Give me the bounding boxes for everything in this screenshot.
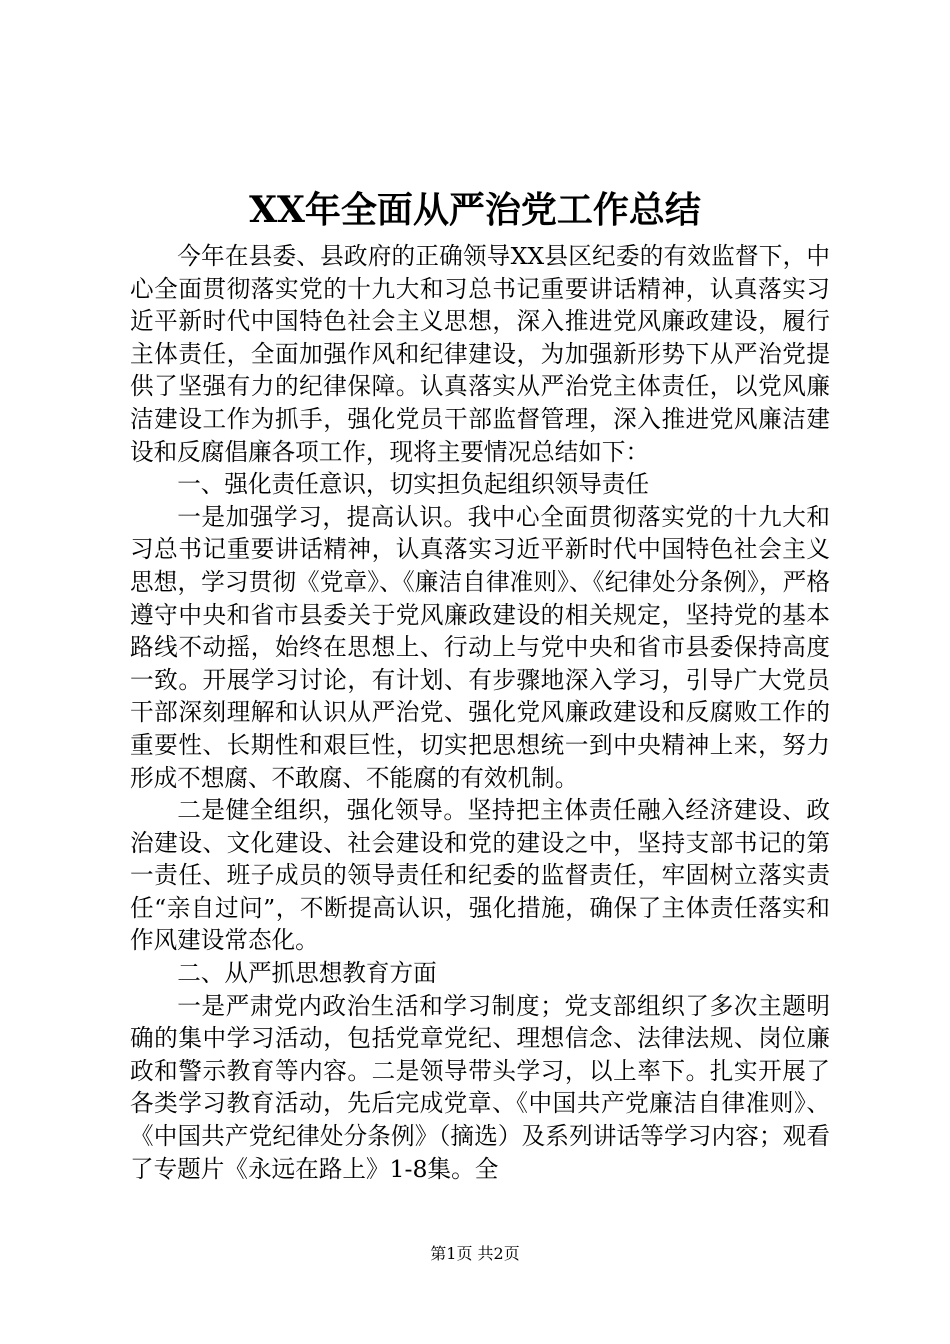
document-body [130, 240, 830, 1185]
paragraph-education: 一是严肃党内政治生活和学习制度；党支部组织了多次主题明确的集中学习活动，包括党章党纪、理想信念、法律法规、岗位廉政和警示教育等内容。二是领导带头学习，以上率下。扎实开展了各类学习教育活动，先后完成党章、《中国共产党廉洁自律准则》、《中国共产党纪律处分条例》（摘选）及系列讲话等学习内容；观看了专题片《永远在路上》1-8集。全 [130, 991, 830, 1183]
paragraph-organization: 二是健全组织，强化领导。坚持把主体责任融入经济建设、政治建设、文化建设、社会建设和党的建设之中，坚持支部书记的第一责任、班子成员的领导责任和纪委的监督责任，牢固树立落实责任“亲自过问”，不断提高认识，强化措施，确保了主体责任落实和作风建设常态化。 [130, 796, 830, 955]
document-title: XX年全面从严治党工作总结 [249, 189, 701, 231]
section-heading-1: 一、强化责任意识，切实担负起组织领导责任 [177, 470, 650, 499]
paragraph-study: 一是加强学习，提高认识。我中心全面贯彻落实党的十九大和习总书记重要讲话精神，认真落实习近平新时代中国特色社会主义思想，学习贯彻《党章》、《廉洁自律准则》、《纪律处分条例》，严格遵守中央和省市县委关于党风廉政建设的相关规定，坚持党的基本路线不动摇，始终在思想上、行动上与党中央和省市县委保持高度一致。开展学习讨论，有计划、有步骤地深入学习，引导广大党员干部深刻理解和认识从严治党、强化党风廉政建设和反腐败工作的重要性、长期性和艰巨性，切实把思想统一到中央精神上来，努力形成不想腐、不敢腐、不能腐的有效机制。 [130, 502, 830, 792]
paragraph-intro: 今年在县委、县政府的正确领导XX县区纪委的有效监督下，中心全面贯彻落实党的十九大和习总书记重要讲话精神，认真落实习近平新时代中国特色社会主义思想，深入推进党风廉政建设，履行主体责任，全面加强作风和纪律建设，为加强新形势下从严治党提供了坚强有力的纪律保障。认真落实从严治党主体责任，以党风廉洁建设工作为抓手，强化党员干部监督管理，深入推进党风廉洁建设和反腐倡廉各项工作，现将主要情况总结如下： [130, 242, 830, 466]
section-heading-2: 二、从严抓思想教育方面 [177, 959, 437, 988]
page-number-footer: 第1页 共2页 [430, 1244, 520, 1263]
